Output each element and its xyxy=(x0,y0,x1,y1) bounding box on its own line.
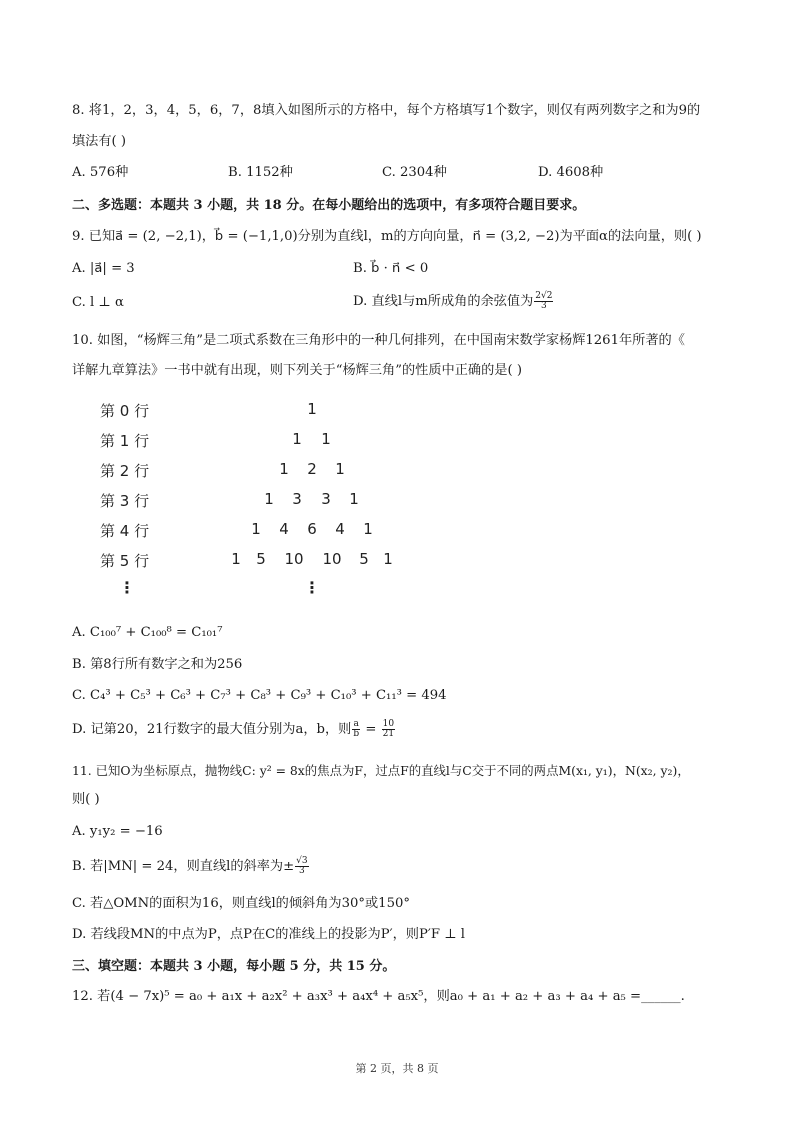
triangle-continuation-dots: ⋮ xyxy=(304,578,320,597)
triangle-number: 3 xyxy=(292,490,302,508)
triangle-number: 5 xyxy=(359,550,369,568)
fraction-numerator: √3 xyxy=(296,856,308,866)
fraction-numerator: 10 xyxy=(382,719,395,729)
q9-option-a: A. |a⃗| = 3 xyxy=(72,261,135,276)
q11-option-b-text: B. 若|MN| = 24，则直线l的斜率为± xyxy=(72,859,295,874)
q10-option-d-text: D. 记第20，21行数字的最大值分别为a，b，则 xyxy=(72,722,352,737)
q10-option-d-fraction-ab xyxy=(352,720,360,739)
triangle-number: 1 xyxy=(264,490,274,508)
q12-stem: 12. 若(4 − 7x)⁵ = a₀ + a₁x + a₂x² + a₃x³ + a₄x⁴ + a₅x⁵，则a₀ + a₁ + a₂ + a₃ + a₄ + a₅ =______. xyxy=(72,989,685,1004)
q9-stem: 9. 已知a⃗ = (2, −2,1)，b⃗ = (−1,1,0)分别为直线l，m的方向向量，n⃗ = (3,2, −2)为平面α的法向量，则( ) xyxy=(72,229,702,244)
q9-option-d-numerator: 2√2 xyxy=(535,291,553,301)
q9-option-d xyxy=(353,292,554,311)
q9-option-c: C. l ⊥ α xyxy=(72,295,124,310)
triangle-number: 1 xyxy=(231,550,241,568)
q8-stem-line2: 填法有( ) xyxy=(72,134,127,149)
q10-option-a: A. C₁₀₀⁷ + C₁₀₀⁸ = C₁₀₁⁷ xyxy=(72,625,223,640)
fraction-denominator: b xyxy=(353,729,360,739)
q11-stem-line2: 则( ) xyxy=(72,792,100,807)
triangle-row-label: 第 0 行 xyxy=(100,402,150,420)
q10-stem-line2: 详解九章算法》一书中就有出现，则下列关于“杨辉三角”的性质中正确的是( ) xyxy=(72,363,522,378)
q8-option-d: D. 4608种 xyxy=(538,165,604,180)
page-footer: 第 2 页，共 8 页 xyxy=(355,1062,439,1075)
triangle-number: 1 xyxy=(321,430,331,448)
triangle-number: 1 xyxy=(335,460,345,478)
fraction-denominator: 3 xyxy=(299,866,305,876)
triangle-number: 1 xyxy=(292,430,302,448)
fraction-denominator: 21 xyxy=(382,729,395,739)
q10-stem-line1: 10. 如图，“杨辉三角”是二项式系数在三角形中的一种几何排列，在中国南宋数学家杨辉1261年所著的《 xyxy=(72,333,685,348)
triangle-row-label: 第 2 行 xyxy=(100,462,150,480)
q9-option-d-text: D. 直线l与m所成角的余弦值为 xyxy=(353,294,534,309)
triangle-number: 4 xyxy=(335,520,345,538)
section-2-heading: 二、多选题：本题共 3 小题，共 18 分。在每小题给出的选项中，有多项符合题目要求。 xyxy=(72,198,586,213)
q8-option-a: A. 576种 xyxy=(72,165,129,180)
triangle-row-label: 第 3 行 xyxy=(100,492,150,510)
q9-option-d-fraction xyxy=(534,292,553,311)
triangle-number: 1 xyxy=(307,400,317,418)
triangle-number: 6 xyxy=(307,520,317,538)
triangle-number: 1 xyxy=(349,490,359,508)
q9-option-b: B. b⃗ · n⃗ < 0 xyxy=(353,261,429,276)
q10-option-c: C. C₄³ + C₅³ + C₆³ + C₇³ + C₈³ + C₉³ + C₁₀³ + C₁₁³ = 494 xyxy=(72,688,447,703)
q8-option-b: B. 1152种 xyxy=(228,165,293,180)
triangle-row-label: 第 1 行 xyxy=(100,432,150,450)
q10-option-d-equals: = xyxy=(365,722,377,737)
triangle-number: 5 xyxy=(256,550,266,568)
yanghui-triangle-figure xyxy=(100,392,430,622)
q10-option-d-fraction-value xyxy=(382,720,395,739)
triangle-number: 1 xyxy=(363,520,373,538)
q8-stem-line1: 8. 将1，2，3，4，5，6，7，8填入如图所示的方格中，每个方格填写1个数字，则仅有两列数字之和为9的 xyxy=(72,103,701,118)
triangle-row-label: 第 5 行 xyxy=(100,552,150,570)
triangle-continuation-dots: ⋮ xyxy=(119,578,135,597)
q11-stem-line1: 11. 已知O为坐标原点，抛物线C: y² = 8x的焦点为F，过点F的直线l与C交于不同的两点M(x₁, y₁)，N(x₂, y₂)， xyxy=(72,763,690,778)
triangle-number: 1 xyxy=(383,550,393,568)
triangle-number: 2 xyxy=(307,460,317,478)
triangle-row-label: 第 4 行 xyxy=(100,522,150,540)
triangle-number: 3 xyxy=(321,490,331,508)
triangle-number: 1 xyxy=(251,520,261,538)
q9-option-d-denominator: 3 xyxy=(541,301,547,311)
q11-option-b-fraction xyxy=(295,857,308,876)
q10-option-d xyxy=(72,720,396,739)
triangle-number: 4 xyxy=(279,520,289,538)
q8-option-c: C. 2304种 xyxy=(382,165,447,180)
triangle-number: 10 xyxy=(284,550,304,568)
q10-option-b: B. 第8行所有数字之和为256 xyxy=(72,657,243,672)
fraction-numerator: a xyxy=(353,719,359,729)
q11-option-c: C. 若△OMN的面积为16，则直线l的倾斜角为30°或150° xyxy=(72,896,410,911)
q11-option-b xyxy=(72,857,310,876)
triangle-number: 1 xyxy=(279,460,289,478)
q11-option-d: D. 若线段MN的中点为P，点P在C的准线上的投影为P′，则P′F ⊥ l xyxy=(72,927,466,942)
section-3-heading: 三、填空题：本题共 3 小题，每小题 5 分，共 15 分。 xyxy=(72,959,396,974)
q11-option-a: A. y₁y₂ = −16 xyxy=(72,824,163,839)
triangle-number: 10 xyxy=(322,550,342,568)
